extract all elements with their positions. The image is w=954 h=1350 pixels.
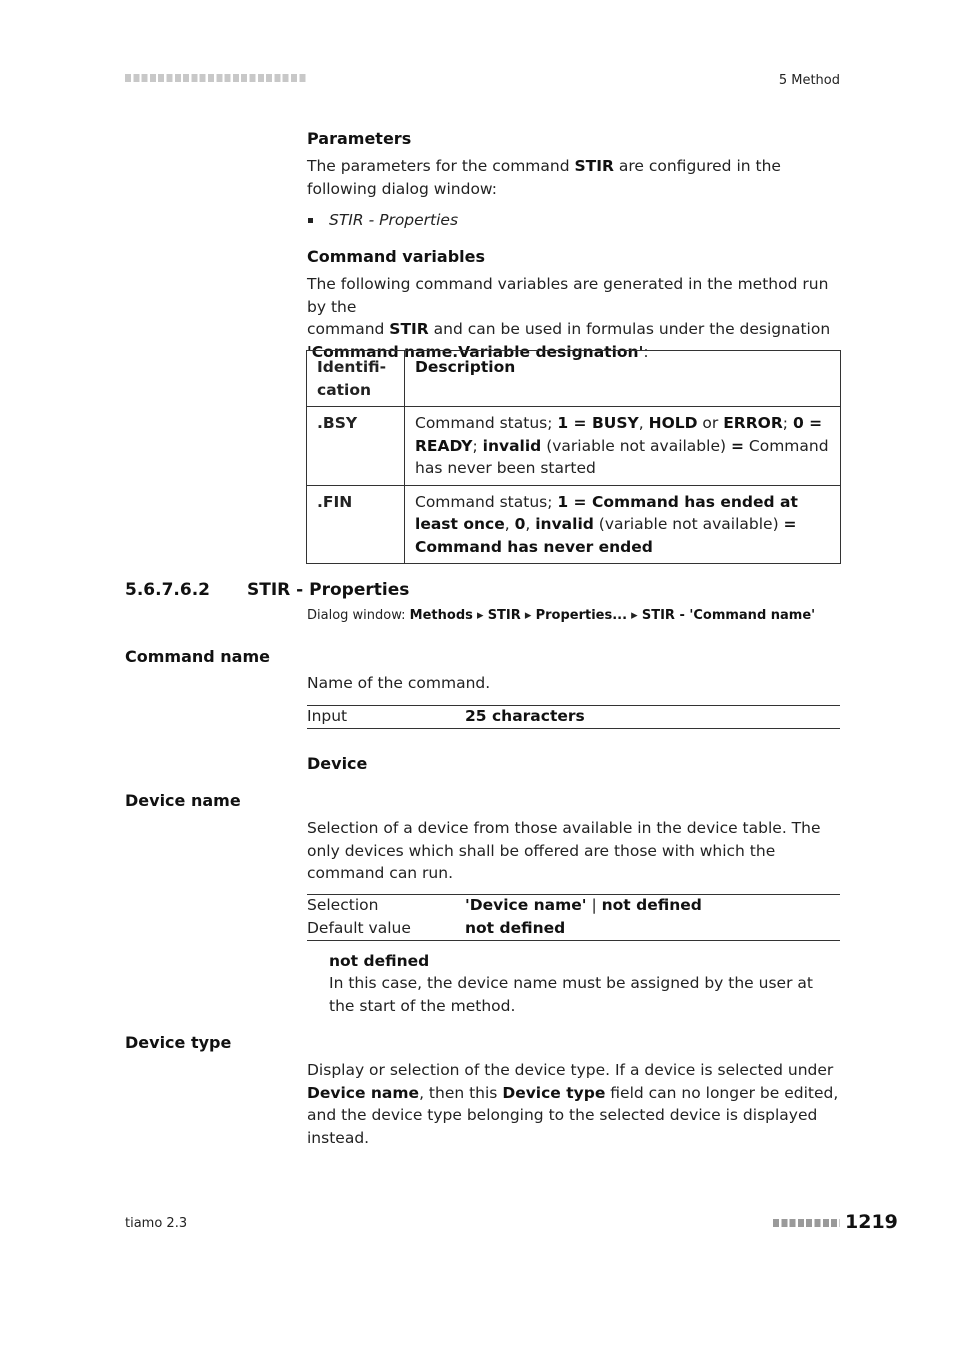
table-header-description: Description xyxy=(405,351,841,407)
not-defined-heading: not defined xyxy=(329,952,430,970)
input-label: Input xyxy=(307,707,348,725)
default-value: not defined xyxy=(465,919,566,937)
command-variables-heading: Command variables xyxy=(307,247,485,266)
device-name-heading: Device name xyxy=(125,791,241,810)
parameters-heading: Parameters xyxy=(307,129,412,148)
section-number: 5.6.7.6.2 xyxy=(125,580,210,600)
dialog-path: Dialog window: Methods ▸ STIR ▸ Properties... ▸ STIR - 'Command name' xyxy=(307,608,816,623)
command-variables-table xyxy=(306,350,841,564)
running-header: 5 Method xyxy=(778,73,840,88)
table-header-row xyxy=(307,351,841,407)
table-cell-description: Command status; 1 = BUSY, HOLD or ERROR; 0 = READY; invalid (variable not available) = Command has never been started xyxy=(405,407,841,486)
page-number: 1219 xyxy=(845,1211,898,1233)
command-variables-text: The following command variables are generated in the method run by the command STIR and can be used in formulas under the designation 'Command name.Variable designation': xyxy=(307,275,831,361)
device-heading: Device xyxy=(307,754,368,773)
command-name-heading: Command name xyxy=(125,647,270,666)
device-name-text: Selection of a device from those available in the device table. The only devices which shall be offered are those with which the command can run. xyxy=(307,819,821,882)
section-title: STIR - Properties xyxy=(247,580,410,600)
footer-product: tiamo 2.3 xyxy=(125,1216,188,1231)
table-row xyxy=(307,485,841,564)
default-label: Default value xyxy=(307,919,411,937)
device-type-heading: Device type xyxy=(125,1033,232,1052)
header-decoration xyxy=(125,74,307,82)
divider xyxy=(307,940,840,941)
table-cell-id: .FIN xyxy=(307,485,405,564)
selection-label: Selection xyxy=(307,896,379,914)
input-value: 25 characters xyxy=(465,707,585,725)
table-cell-description: Command status; 1 = Command has ended at least once, 0, invalid (variable not available) = Command has never ended xyxy=(405,485,841,564)
command-name-text: Name of the command. xyxy=(307,674,491,692)
table-cell-id: .BSY xyxy=(307,407,405,486)
device-type-text: Display or selection of the device type. If a device is selected under Device name, then this Device type field can no longer be edited, and the device type belonging to the selected device is displayed instead. xyxy=(307,1061,839,1147)
dialog-link: STIR - Properties xyxy=(329,211,459,229)
not-defined-text: In this case, the device name must be assigned by the user at the start of the method. xyxy=(329,974,813,1015)
selection-value: 'Device name' | not defined xyxy=(465,896,702,914)
bullet-icon xyxy=(308,218,313,223)
parameters-text: The parameters for the command STIR are configured in the following dialog window: xyxy=(307,157,781,198)
table-row xyxy=(307,407,841,486)
table-header-identification: Identifi- cation xyxy=(307,351,405,407)
footer-decoration xyxy=(773,1219,840,1227)
divider xyxy=(307,728,840,729)
